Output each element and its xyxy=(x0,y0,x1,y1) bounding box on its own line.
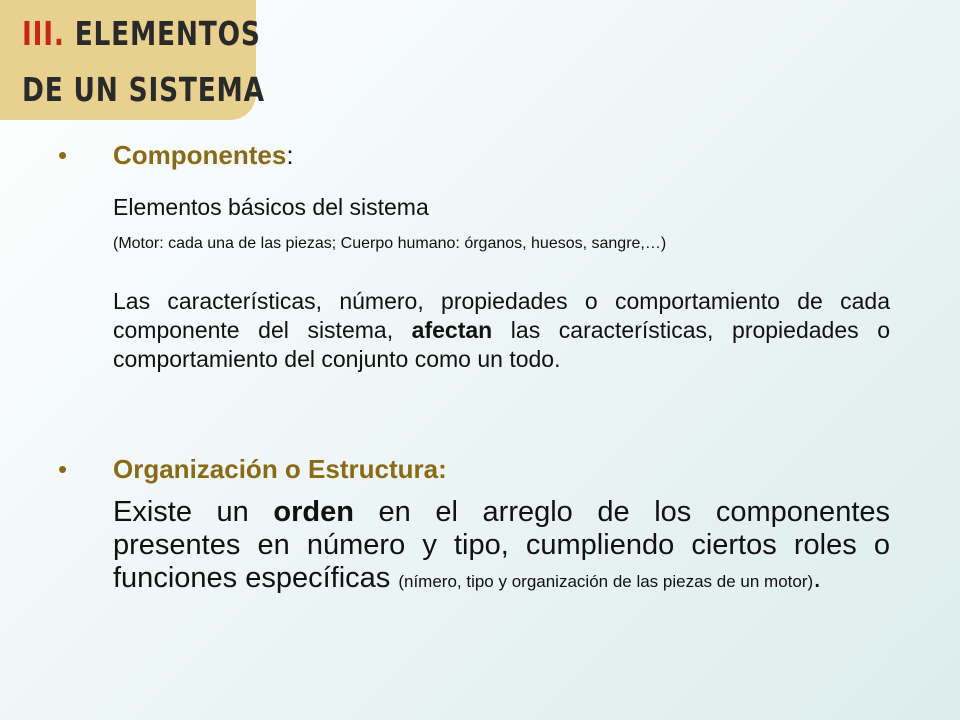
heading-componentes xyxy=(113,140,294,171)
example-note: (Motor: cada una de las piezas; Cuerpo humano: órganos, huesos, sangre,…) xyxy=(113,235,667,252)
org-end: . xyxy=(813,562,822,594)
componentes-paragraph xyxy=(113,287,890,374)
title-line-2: DE UN SISTEMA xyxy=(22,70,265,109)
para-bold: afectan xyxy=(411,317,493,343)
org-text-1: Existe un xyxy=(113,496,274,528)
subtitle-elementos: Elementos básicos del sistema xyxy=(113,194,429,220)
para-text-1: Las características, número, propiedades o comportamiento de cada componente del sistema, xyxy=(113,288,890,343)
title-line-1: ELEMENTOS xyxy=(74,14,261,53)
organizacion-paragraph xyxy=(113,496,890,598)
bullet-1: • xyxy=(58,140,68,170)
heading-componentes-text: Componentes xyxy=(113,140,287,170)
org-text-2: en el arreglo de los componentes presentes en número y tipo, cumpliendo ciertos roles o funciones específicas xyxy=(113,496,891,594)
heading-organizacion: Organización o Estructura: xyxy=(113,454,447,484)
org-note: (nímero, tipo y organización de las piezas de un motor) xyxy=(398,572,814,591)
heading-colon: : xyxy=(286,140,294,170)
title-number: III. xyxy=(22,14,65,53)
para-text-2: las características, propiedades o comportamiento del conjunto como un todo. xyxy=(113,317,890,372)
org-bold: orden xyxy=(273,496,354,528)
bullet-2: • xyxy=(58,454,68,484)
